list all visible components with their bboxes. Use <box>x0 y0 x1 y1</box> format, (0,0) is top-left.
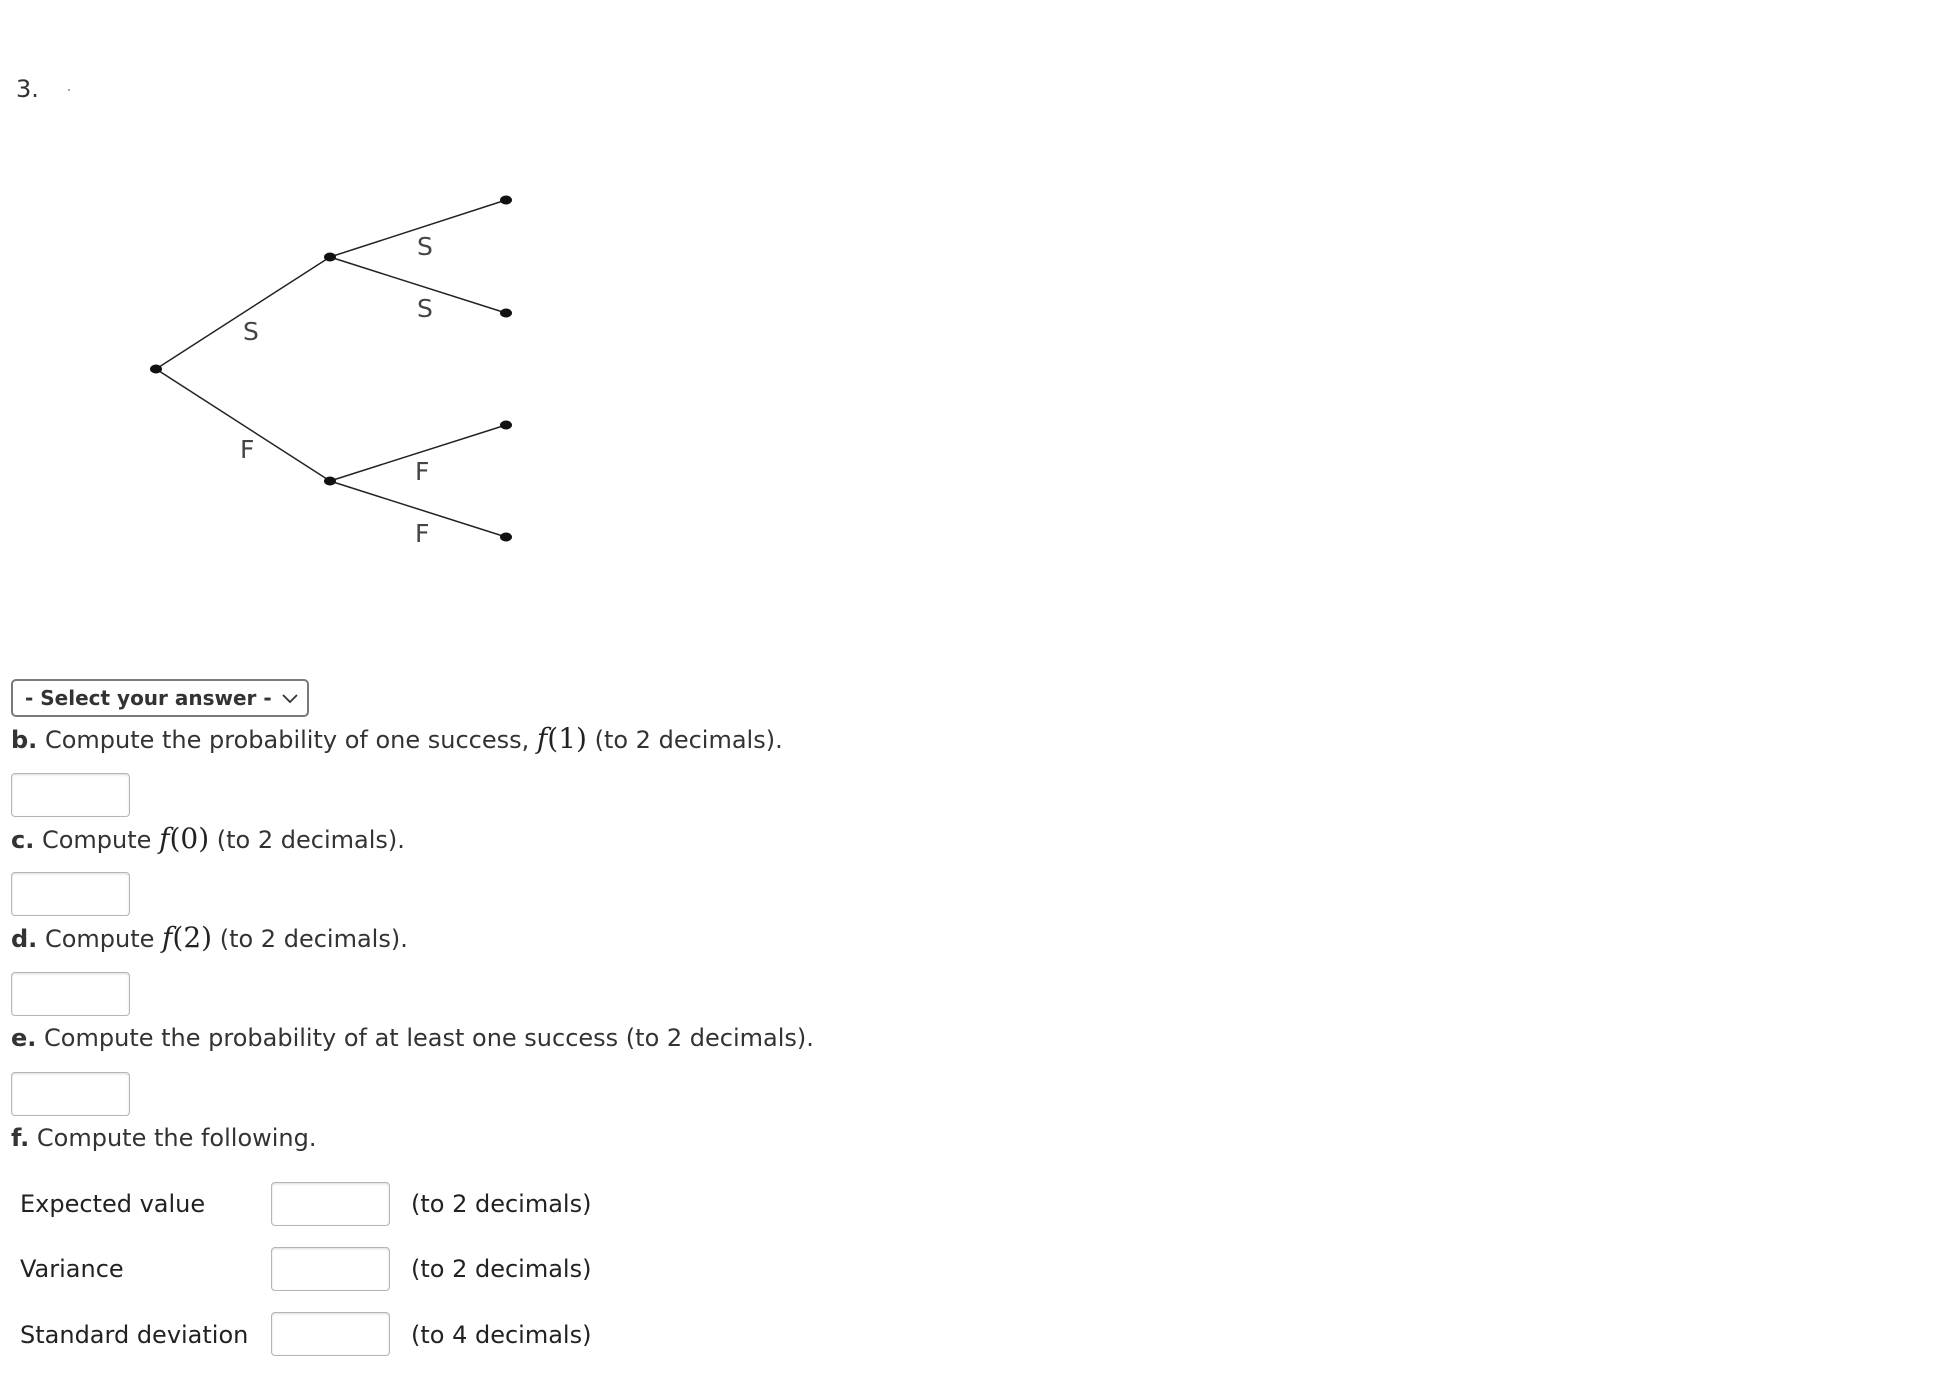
part-e-prompt <box>11 1024 814 1052</box>
edge-root-lower <box>156 369 330 481</box>
part-b-text: Compute the probability of one success, <box>44 726 530 754</box>
leaf-4 <box>500 533 512 542</box>
part-c-func-arg: (0) <box>169 822 210 855</box>
variance-input[interactable] <box>271 1247 390 1291</box>
part-d-precision: (to 2 decimals). <box>219 925 408 953</box>
standard-deviation-input[interactable] <box>271 1312 390 1356</box>
part-d-func-arg: (2) <box>172 921 213 954</box>
part-b-func-arg: (1) <box>547 722 587 755</box>
part-d-function <box>162 921 212 954</box>
part-c-func-name: f <box>159 822 170 855</box>
label-upper-bottom: S <box>417 294 433 323</box>
label-upper-top: S <box>417 232 433 261</box>
part-d-text: Compute <box>44 925 155 953</box>
part-f-text: Compute the following. <box>36 1124 317 1152</box>
question-number: 3. <box>16 75 39 103</box>
part-d-input[interactable] <box>11 972 130 1016</box>
part-c-text: Compute <box>41 826 152 854</box>
label-first-upper: S <box>243 317 259 346</box>
part-f-prompt <box>11 1124 317 1152</box>
node-lower <box>324 477 336 486</box>
expected-value-input[interactable] <box>271 1182 390 1226</box>
part-c-precision: (to 2 decimals). <box>216 826 405 854</box>
part-d-prompt <box>11 921 408 954</box>
part-e-letter: e. <box>11 1024 37 1052</box>
part-e-input[interactable] <box>11 1072 130 1116</box>
leaf-1 <box>500 196 512 205</box>
answer-select[interactable] <box>11 679 309 717</box>
edge-root-upper <box>156 257 330 369</box>
node-upper <box>324 253 336 262</box>
expected-value-precision: (to 2 decimals) <box>411 1190 592 1218</box>
leaf-2 <box>500 309 512 318</box>
label-lower-bottom: F <box>415 519 430 548</box>
part-b-input[interactable] <box>11 773 130 817</box>
label-lower-top: F <box>415 457 430 486</box>
part-c-input[interactable] <box>11 872 130 916</box>
leaf-3 <box>500 421 512 430</box>
chevron-down-icon <box>281 689 299 707</box>
label-first-lower: F <box>240 435 255 464</box>
standard-deviation-precision: (to 4 decimals) <box>411 1321 592 1349</box>
variance-label: Variance <box>20 1255 124 1283</box>
part-c-function <box>159 822 209 855</box>
answer-select-value: - Select your answer - <box>25 686 272 710</box>
part-c-prompt <box>11 822 405 855</box>
part-f-letter: f. <box>11 1124 30 1152</box>
part-d-func-name: f <box>162 921 173 954</box>
part-b-func-name: f <box>536 722 548 755</box>
node-root <box>150 365 162 374</box>
part-e-text: Compute the probability of at least one success (to 2 decimals). <box>44 1024 814 1052</box>
part-d-letter: d. <box>11 925 38 953</box>
tree-diagram <box>0 0 620 560</box>
part-b-function <box>537 722 587 755</box>
part-b-precision: (to 2 decimals). <box>594 726 783 754</box>
expected-value-label: Expected value <box>20 1190 206 1218</box>
standard-deviation-label: Standard deviation <box>20 1321 249 1349</box>
variance-precision: (to 2 decimals) <box>411 1255 592 1283</box>
part-b-prompt <box>11 722 783 755</box>
part-b-letter: b. <box>11 726 38 754</box>
part-c-letter: c. <box>11 826 35 854</box>
